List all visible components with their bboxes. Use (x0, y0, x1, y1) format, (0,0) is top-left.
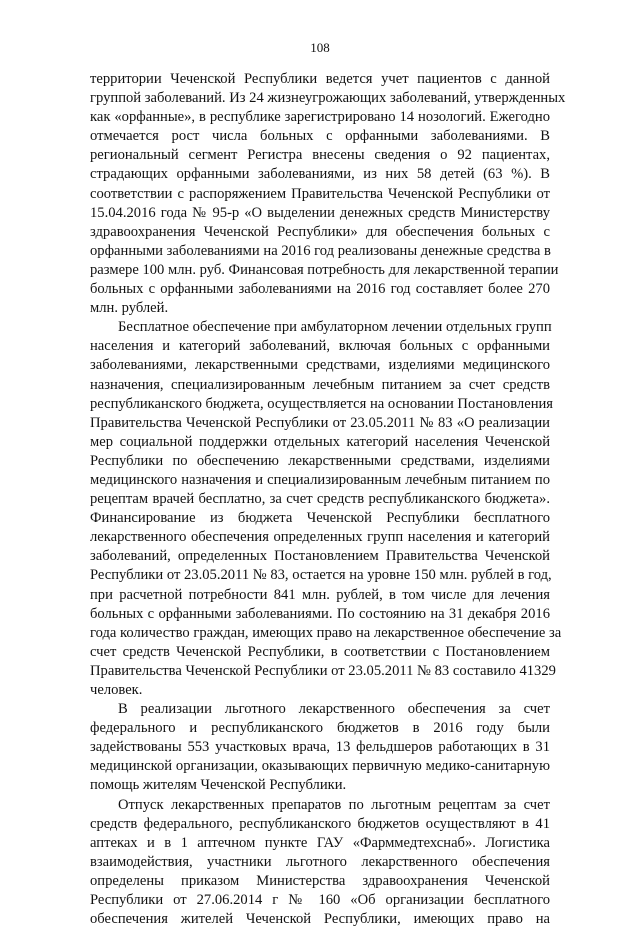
text-line: рецептам врачей бесплатно, за счет средств республиканского бюджета». (90, 491, 550, 508)
text-line: здравоохранения Чеченской Республики» для обеспечения больных с (90, 223, 550, 240)
text-line: как «орфанные», в республике зарегистрировано 14 нозологий. Ежегодно (90, 109, 550, 126)
paragraph (90, 318, 562, 700)
text-line: мер социальной поддержки отдельных категорий населения Чеченской (90, 433, 550, 450)
text-line: Республики от 27.06.2014 г № 160 «Об организации бесплатного (90, 892, 550, 909)
text-line: помощь жителям Чеченской Республики. (90, 777, 347, 794)
text-line: Отпуск лекарственных препаратов по льготным рецептам за счет (118, 796, 550, 813)
text-line: человек. (90, 682, 143, 698)
text-line: лекарственного обеспечения определенных групп населения и категорий (90, 529, 550, 546)
text-line: орфанными заболеваниями на 2016 год реализованы денежные средства в (90, 242, 551, 259)
text-line: Правительства Чеченской Республики от 23.05.2011 № 83 «О реализации (90, 414, 550, 431)
page-number: 108 (310, 40, 330, 55)
text-line: Финансирование из бюджета Чеченской Республики бесплатного (90, 510, 550, 527)
text-line: года количество граждан, имеющих право на лекарственное обеспечение за (90, 624, 562, 641)
text-line: обеспечения жителей Чеченской Республики, имеющих право на (90, 911, 550, 928)
text-line: Бесплатное обеспечение при амбулаторном лечении отдельных групп (118, 319, 552, 336)
text-line: территории Чеченской Республики ведется учет пациентов с данной (90, 71, 550, 87)
text-line: определены приказом Министерства здравоохранения Чеченской (90, 872, 550, 889)
text-line: размере 100 млн. руб. Финансовая потребность для лекарственной терапии (90, 261, 559, 278)
text-line: больных с орфанными заболеваниями. По состоянию на 31 декабря 2016 (90, 605, 550, 622)
text-line: Республики по обеспечению лекарственными средствами, изделиями (90, 452, 550, 469)
text-line: федерального и республиканского бюджетов в 2016 году были (90, 720, 550, 737)
text-line: региональный сегмент Регистра внесены сведения о 92 пациентах, (90, 147, 550, 164)
text-line: отмечается рост числа больных с орфанными заболеваниями. В (90, 128, 550, 145)
text-line: страдающих орфанными заболеваниями, из них 58 детей (63 %). В (90, 166, 550, 183)
text-line: Правительства Чеченской Республики от 23.05.2011 № 83 составило 41329 (90, 662, 556, 679)
text-line: задействованы 553 участковых врача, 13 фельдшеров работающих в 31 (90, 739, 550, 756)
text-line: 15.04.2016 года № 95-р «О выделении денежных средств Министерству (90, 204, 550, 221)
text-line: республиканского бюджета, осуществляется на основании Постановления (90, 395, 554, 412)
text-line: млн. рублей. (90, 300, 169, 317)
text-line: населения и категорий заболеваний, включая больных с орфанными (90, 338, 550, 355)
text-line: группой заболеваний. Из 24 жизнеугрожающих заболеваний, утвержденных (90, 90, 566, 107)
text-line: при расчетной потребности 841 млн. рублей, в том числе для лечения (90, 586, 550, 603)
text-line: заболеваний, определенных Постановлением Правительства Чеченской (90, 548, 550, 565)
text-line: соответствии с распоряжением Правительства Чеченской Республики от (90, 185, 550, 202)
text-line: взаимодействия, участники льготного лекарственного обеспечения (90, 853, 550, 870)
document-body (90, 70, 566, 929)
text-line: заболеваниями, лекарственными средствами, изделиями медицинского (90, 357, 550, 374)
text-line: средств федерального, республиканского бюджетов осуществляют в 41 (90, 815, 550, 832)
text-line: медицинской организации, оказывающих первичную медико-санитарную (90, 758, 550, 775)
paragraph (90, 700, 550, 795)
text-line: Республики от 23.05.2011 № 83, остается на уровне 150 млн. рублей в год, (90, 567, 552, 584)
text-line: В реализации льготного лекарственного обеспечения за счет (118, 701, 550, 718)
paragraph (90, 70, 566, 318)
text-line: медицинского назначения и специализированным лечебным питанием по (90, 471, 550, 488)
text-line: счет средств Чеченской Республики, в соответствии с Постановлением (90, 643, 550, 660)
text-line: больных с орфанными заболеваниями на 2016 год составляет более 270 (90, 281, 550, 298)
paragraph (90, 796, 550, 929)
text-line: назначения, специализированным лечебным питанием за счет средств (90, 376, 550, 393)
text-line: аптеках и в 1 аптечном пункте ГАУ «Фарммедтехснаб». Логистика (90, 834, 550, 851)
